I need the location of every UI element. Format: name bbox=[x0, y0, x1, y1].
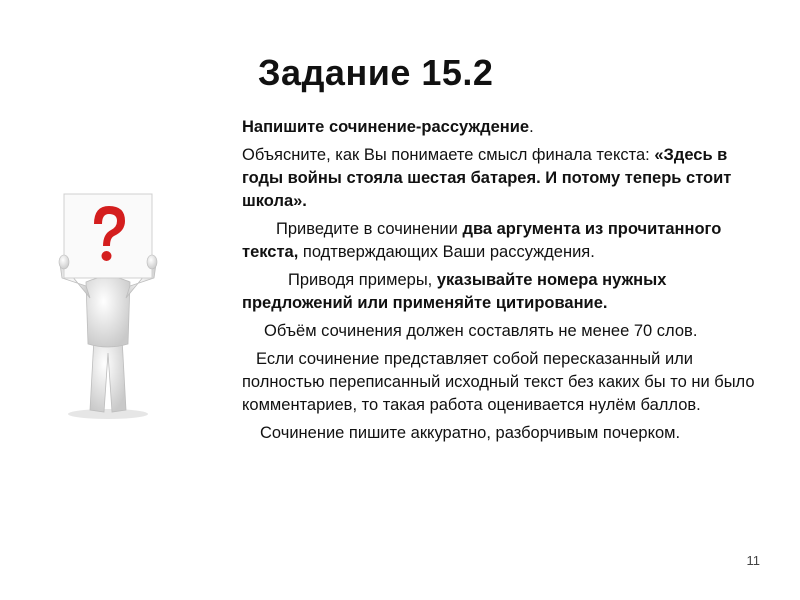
text-bold: указывайте номера нужных предложений или применяйте цитирование. bbox=[242, 271, 667, 312]
text: Приводя примеры, bbox=[288, 271, 437, 289]
paragraph-explain bbox=[242, 144, 762, 213]
text: подтверждающих Ваши рассуждения. bbox=[298, 243, 595, 261]
text: Сочинение пишите аккуратно, разборчивым почерком. bbox=[260, 424, 681, 442]
text-bold: два аргумента из прочитанного текста, bbox=[242, 220, 722, 261]
text: Объясните, как Вы понимаете смысл финала текста: bbox=[242, 146, 655, 164]
slide-title: Задание 15.2 bbox=[258, 52, 494, 93]
paragraph-arguments bbox=[242, 218, 762, 264]
paragraph-examples bbox=[242, 269, 762, 315]
text-bold: «Здесь в годы войны стояла шестая батарея. И потому теперь стоит школа». bbox=[242, 146, 732, 210]
paragraph-retelling bbox=[242, 348, 762, 417]
paragraph-handwriting bbox=[242, 422, 762, 445]
slide-number: 11 bbox=[746, 553, 760, 568]
task-instructions bbox=[242, 116, 762, 450]
paragraph-task bbox=[242, 116, 762, 139]
text: Объём сочинения должен составлять не менее 70 слов. bbox=[264, 322, 698, 340]
paragraph-volume bbox=[242, 320, 762, 343]
text: Если сочинение представляет собой пересказанный или полностью переписанный исходный текст без каких бы то ни было комментариев, то такая работа оценивается нулём баллов. bbox=[242, 350, 755, 414]
person-question-sign-icon bbox=[48, 188, 168, 420]
text: Приведите в сочинении bbox=[276, 220, 463, 238]
text-bold: Напишите сочинение-рассуждение bbox=[242, 118, 530, 136]
text: . bbox=[529, 118, 534, 136]
